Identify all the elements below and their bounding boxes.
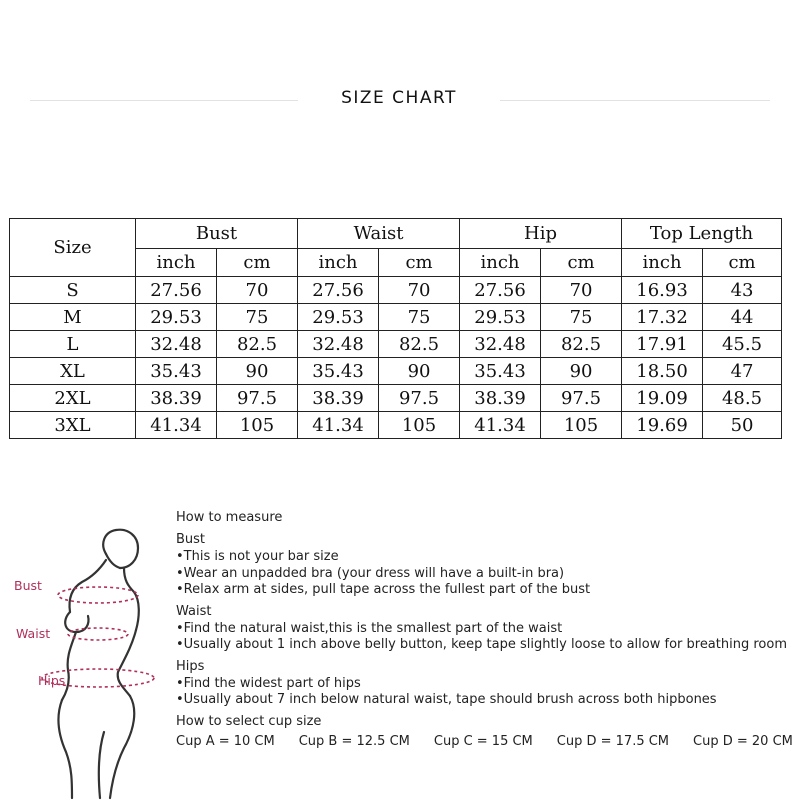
size-cell: 3XL — [10, 412, 136, 439]
measure-cell: 17.91 — [622, 331, 703, 358]
hips-label: Hips — [38, 673, 66, 688]
measure-cell: 105 — [379, 412, 460, 439]
measure-cell: 38.39 — [298, 385, 379, 412]
measure-cell: 105 — [541, 412, 622, 439]
instruction-bullet: • Usually about 1 inch above belly button, keep tape slightly loose to allow for breathing room — [176, 637, 796, 654]
cup-size-item: Cup B = 12.5 CM — [298, 733, 410, 749]
instruction-bullet: • This is not your bar size — [176, 549, 796, 566]
measure-cell: 18.50 — [622, 358, 703, 385]
measure-cell: 32.48 — [460, 331, 541, 358]
measure-cell: 70 — [217, 277, 298, 304]
size-cell: XL — [10, 358, 136, 385]
measure-cell: 44 — [703, 304, 782, 331]
size-cell: S — [10, 277, 136, 304]
title-divider-left — [30, 100, 298, 101]
table-row — [10, 358, 782, 385]
size-table-body — [10, 277, 782, 439]
table-row — [10, 277, 782, 304]
unit-header: cm — [379, 249, 460, 277]
body-measure-figure — [6, 520, 176, 800]
unit-header: inch — [460, 249, 541, 277]
measure-cell: 75 — [379, 304, 460, 331]
group-header-top-length: Top Length — [622, 219, 782, 249]
measure-cell: 29.53 — [460, 304, 541, 331]
measure-cell: 29.53 — [136, 304, 217, 331]
hips-instructions — [176, 658, 796, 709]
measure-cell: 82.5 — [379, 331, 460, 358]
cup-size-list — [176, 733, 796, 751]
measure-cell: 82.5 — [217, 331, 298, 358]
header-row-groups — [10, 219, 782, 249]
measure-cell: 70 — [379, 277, 460, 304]
unit-header: inch — [136, 249, 217, 277]
bust-label: Bust — [14, 578, 42, 593]
cup-size-title: How to select cup size — [176, 713, 322, 729]
size-cell: L — [10, 331, 136, 358]
measure-cell: 27.56 — [136, 277, 217, 304]
measure-cell: 41.34 — [460, 412, 541, 439]
waist-instructions — [176, 603, 796, 654]
measure-cell: 27.56 — [298, 277, 379, 304]
how-to-measure-heading: How to measure — [176, 510, 283, 525]
measure-cell: 90 — [217, 358, 298, 385]
measure-cell: 82.5 — [541, 331, 622, 358]
table-row — [10, 331, 782, 358]
group-header-hip: Hip — [460, 219, 622, 249]
unit-header: cm — [217, 249, 298, 277]
unit-header: cm — [703, 249, 782, 277]
measure-cell: 19.69 — [622, 412, 703, 439]
instruction-bullet: • Find the natural waist,this is the smallest part of the waist — [176, 621, 796, 638]
instruction-bullet: • Wear an unpadded bra (your dress will have a built-in bra) — [176, 566, 796, 583]
measure-cell: 41.34 — [136, 412, 217, 439]
unit-header: cm — [541, 249, 622, 277]
measure-cell: 17.32 — [622, 304, 703, 331]
measure-cell: 35.43 — [460, 358, 541, 385]
measure-cell: 32.48 — [298, 331, 379, 358]
measure-cell: 27.56 — [460, 277, 541, 304]
measure-cell: 48.5 — [703, 385, 782, 412]
group-header-bust: Bust — [136, 219, 298, 249]
measure-cell: 38.39 — [460, 385, 541, 412]
measure-cell: 43 — [703, 277, 782, 304]
size-cell: M — [10, 304, 136, 331]
body-silhouette-illustration — [6, 520, 176, 800]
measure-cell: 45.5 — [703, 331, 782, 358]
measure-cell: 38.39 — [136, 385, 217, 412]
measure-cell: 29.53 — [298, 304, 379, 331]
measure-cell: 35.43 — [136, 358, 217, 385]
measure-cell: 75 — [541, 304, 622, 331]
waist-label: Waist — [16, 626, 51, 641]
size-cell: 2XL — [10, 385, 136, 412]
measure-cell: 90 — [541, 358, 622, 385]
cup-size-item: Cup A = 10 CM — [176, 733, 275, 749]
title-row — [30, 88, 770, 114]
waist-instructions-title: Waist — [176, 603, 212, 619]
page-title: SIZE CHART — [341, 88, 457, 108]
bust-instructions — [176, 531, 796, 599]
bust-instructions-title: Bust — [176, 532, 206, 547]
instruction-bullet: • Relax arm at sides, pull tape across the fullest part of the bust — [176, 582, 796, 599]
instruction-bullet: • Find the widest part of hips — [176, 676, 796, 693]
measure-cell: 105 — [217, 412, 298, 439]
measure-cell: 97.5 — [379, 385, 460, 412]
cup-size-instructions — [176, 713, 796, 751]
unit-header: inch — [622, 249, 703, 277]
instruction-bullet: • Usually about 7 inch below natural waist, tape should brush across both hipbones — [176, 692, 796, 709]
measure-cell: 90 — [379, 358, 460, 385]
measure-cell: 47 — [703, 358, 782, 385]
measure-cell: 50 — [703, 412, 782, 439]
measure-cell: 32.48 — [136, 331, 217, 358]
waist-tape-ellipse — [68, 628, 128, 640]
measure-cell: 70 — [541, 277, 622, 304]
table-row — [10, 412, 782, 439]
size-chart-table — [9, 218, 782, 439]
unit-header: inch — [298, 249, 379, 277]
group-header-waist: Waist — [298, 219, 460, 249]
measure-cell: 97.5 — [541, 385, 622, 412]
measure-cell: 97.5 — [217, 385, 298, 412]
table-row — [10, 304, 782, 331]
cup-size-item: Cup D = 17.5 CM — [556, 733, 670, 749]
measure-cell: 35.43 — [298, 358, 379, 385]
hips-instructions-title: Hips — [176, 658, 205, 674]
measure-cell: 75 — [217, 304, 298, 331]
cup-size-item: Cup D = 20 CM — [693, 733, 793, 749]
measure-cell: 41.34 — [298, 412, 379, 439]
cup-size-item: Cup C = 15 CM — [433, 733, 533, 749]
measure-cell: 16.93 — [622, 277, 703, 304]
how-to-measure-section — [176, 508, 796, 751]
title-divider-right — [500, 100, 770, 101]
measure-cell: 19.09 — [622, 385, 703, 412]
size-column-header: Size — [10, 219, 136, 277]
table-row — [10, 385, 782, 412]
